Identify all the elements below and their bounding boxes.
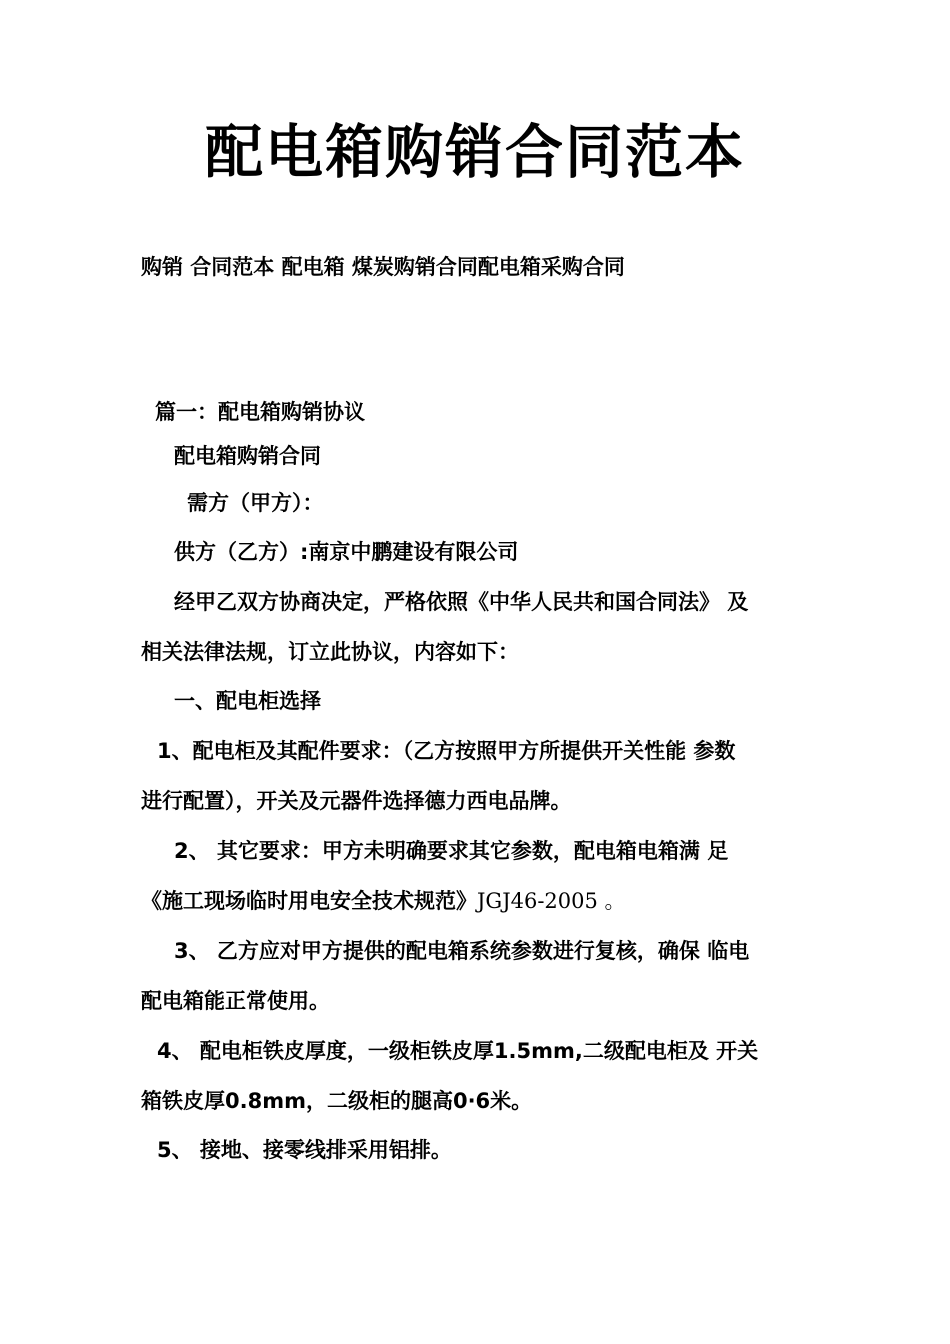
keywords-line: 购销 合同范本 配电箱 煤炭购销合同配电箱采购合同 bbox=[141, 255, 625, 279]
item3-line-1: 3、 乙方应对甲方提供的配电箱系统参数进行复核，确保 临电 bbox=[174, 939, 750, 963]
intro-line-2: 相关法律法规，订立此协议，内容如下： bbox=[141, 640, 519, 664]
item4-line-2: 箱铁皮厚0.8mm，二级柜的腿高0·6米。 bbox=[141, 1089, 533, 1113]
section-heading: 篇一：配电箱购销协议 bbox=[155, 400, 365, 424]
document-title: 配电箱购销合同范本 bbox=[204, 118, 745, 186]
item3-line-2: 配电箱能正常使用。 bbox=[141, 989, 330, 1013]
seller-label: 供方（乙方）:南京中鹏建设有限公司 bbox=[174, 540, 519, 564]
item2-line-2-code: JGJ46-2005 。 bbox=[477, 889, 626, 913]
buyer-label: 需方（甲方）： bbox=[187, 491, 324, 515]
intro-line-1: 经甲乙双方协商决定，严格依照《中华人民共和国合同法》 及 bbox=[174, 590, 749, 614]
item2-line-2-text: 《施工现场临时用电安全技术规范》 bbox=[141, 889, 477, 913]
item5-line-1: 5、 接地、接零线排采用铝排。 bbox=[157, 1138, 452, 1162]
part1-heading: 一、配电柜选择 bbox=[174, 689, 321, 713]
item1-line-1: 1、配电柜及其配件要求：（乙方按照甲方所提供开关性能 参数 bbox=[157, 739, 736, 763]
item4-line-1: 4、 配电柜铁皮厚度，一级柜铁皮厚1.5mm,二级配电柜及 开关 bbox=[157, 1039, 759, 1063]
contract-title: 配电箱购销合同 bbox=[174, 444, 321, 468]
item2-line-2 bbox=[141, 886, 626, 916]
item2-line-1: 2、 其它要求：甲方未明确要求其它参数，配电箱电箱满 足 bbox=[174, 839, 729, 863]
item1-line-2: 进行配置），开关及元器件选择德力西电品牌。 bbox=[141, 789, 572, 813]
